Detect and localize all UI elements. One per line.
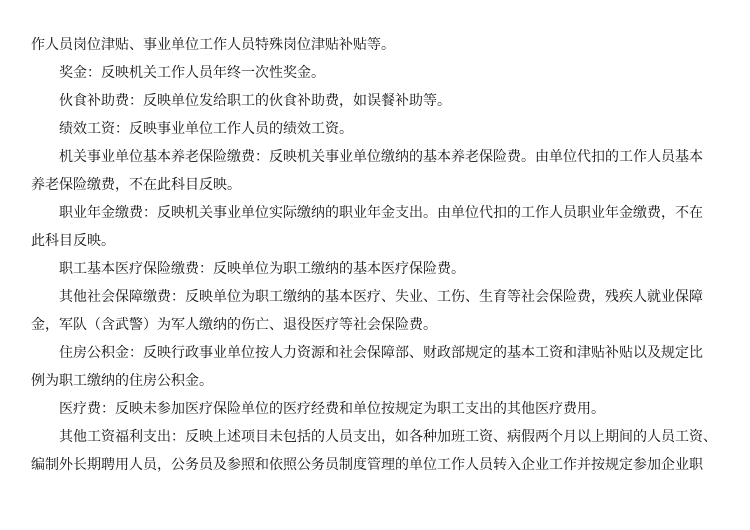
document-line: 职工基本医疗保险缴费：反映单位为职工缴纳的基本医疗保险费。	[59, 261, 465, 277]
document-line: 其他工资福利支出：反映上述项目未包括的人员支出，如各种加班工资、病假两个月以上期间的人员工资、	[59, 429, 717, 445]
document-line: 养老保险缴费，不在此科目反映。	[31, 177, 241, 193]
document-line: 例为职工缴纳的住房公积金。	[31, 373, 213, 389]
document-line: 作人员岗位津贴、事业单位工作人员特殊岗位津贴补贴等。	[31, 37, 395, 53]
document-body	[31, 31, 730, 479]
document-line: 伙食补助费：反映单位发给职工的伙食补助费，如误餐补助等。	[59, 93, 451, 109]
document-line: 机关事业单位基本养老保险缴费：反映机关事业单位缴纳的基本养老保险费。由单位代扣的工作人员基本	[59, 149, 703, 165]
document-line: 其他社会保障缴费：反映单位为职工缴纳的基本医疗、失业、工伤、生育等社会保险费，残疾人就业保障	[59, 289, 703, 305]
document-line: 奖金：反映机关工作人员年终一次性奖金。	[59, 65, 325, 81]
document-line: 编制外长期聘用人员，公务员及参照和依照公务员制度管理的单位工作人员转入企业工作并按规定参加企业职	[31, 457, 703, 473]
document-line: 金，军队（含武警）为军人缴纳的伤亡、退役医疗等社会保险费。	[31, 317, 437, 333]
document-line: 住房公积金：反映行政事业单位按人力资源和社会保障部、财政部规定的基本工资和津贴补贴以及规定比	[59, 345, 703, 361]
document-line: 医疗费：反映未参加医疗保险单位的医疗经费和单位按规定为职工支出的其他医疗费用。	[59, 401, 605, 417]
document-line: 职业年金缴费：反映机关事业单位实际缴纳的职业年金支出。由单位代扣的工作人员职业年金缴费，不在	[59, 205, 703, 221]
document-line: 绩效工资：反映事业单位工作人员的绩效工资。	[59, 121, 353, 137]
document-line: 此科目反映。	[31, 233, 115, 249]
